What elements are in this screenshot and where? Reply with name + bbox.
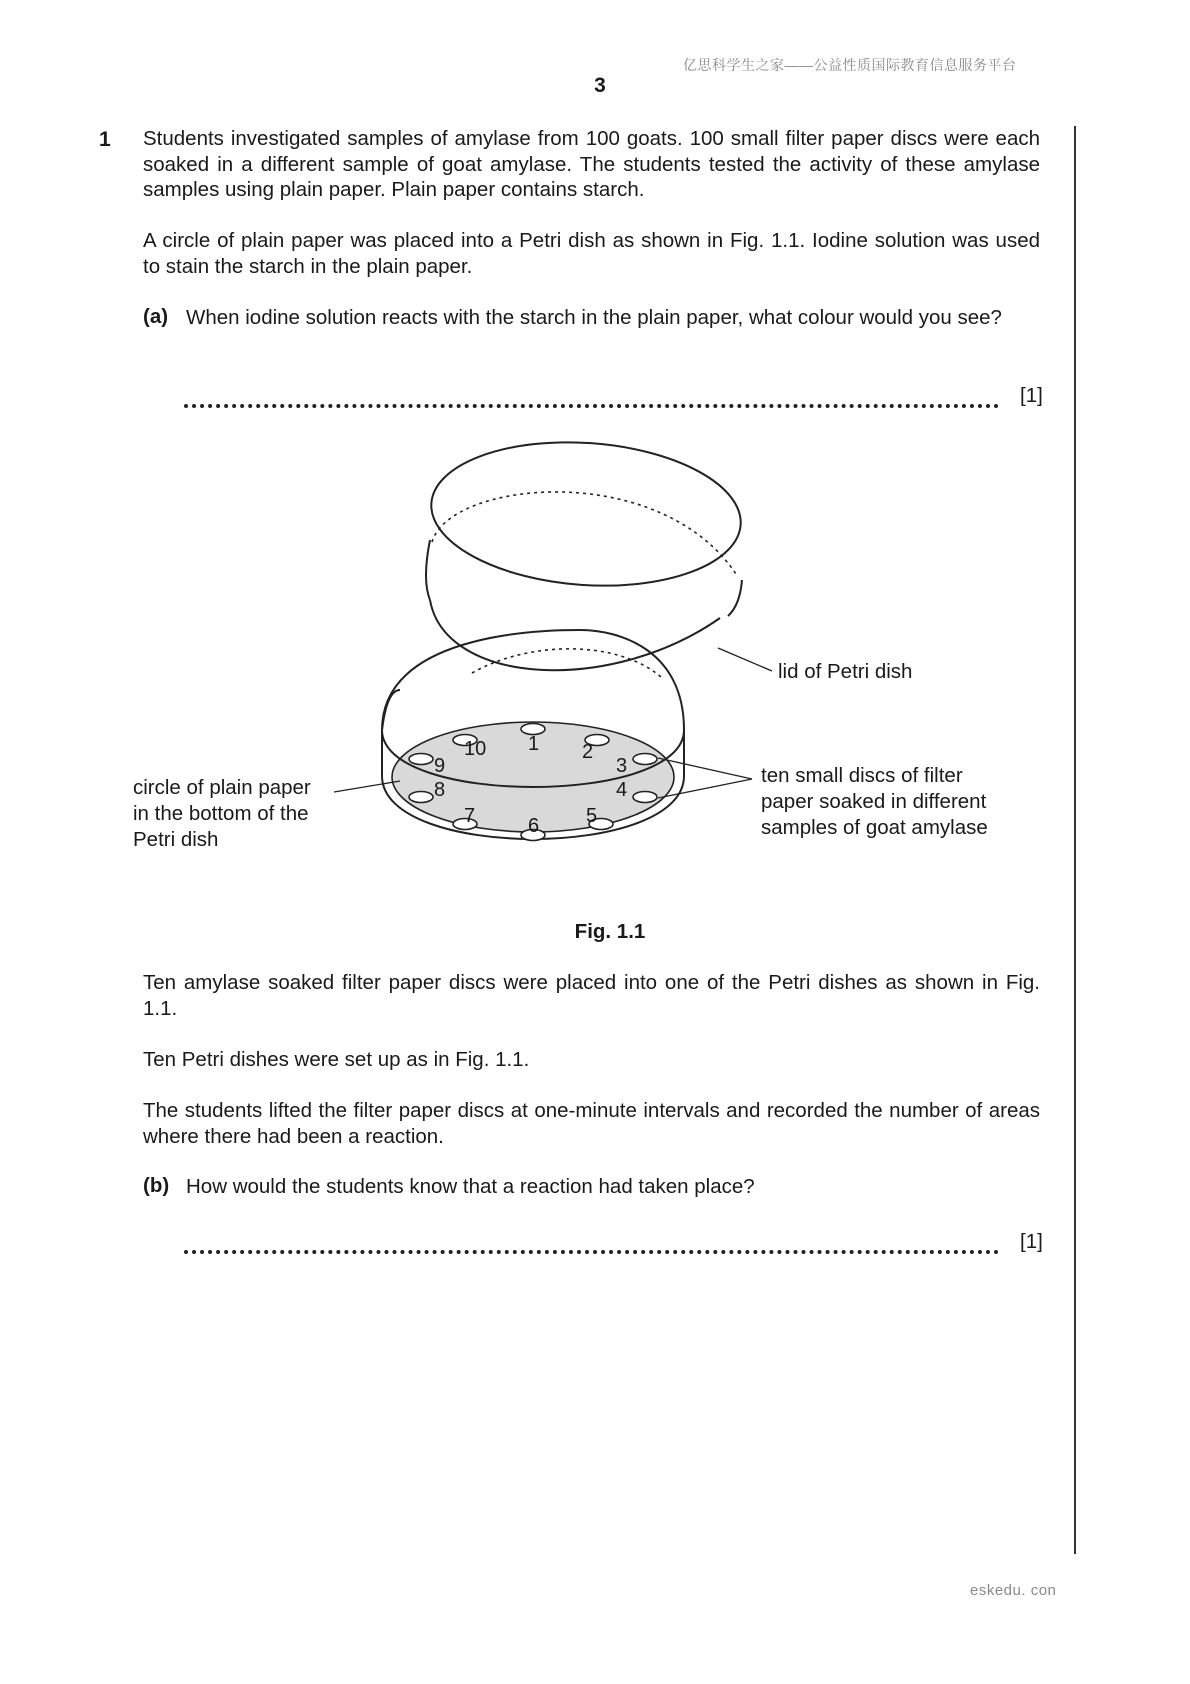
disc-number-6: 6 [528, 815, 540, 837]
disc-4 [633, 792, 657, 803]
disc-number-3: 3 [616, 755, 628, 777]
disc-number-2: 2 [582, 741, 594, 763]
label-discs-line-2: paper soaked in different [761, 790, 987, 813]
part-a-answer-line[interactable] [184, 404, 999, 408]
disc-number-7: 7 [464, 805, 476, 827]
label-paper-line-2: in the bottom of the [133, 802, 309, 825]
question-intro-1: Students investigated samples of amylase from 100 goats. 100 small filter paper discs were each soaked in a different sample of goat amylase. The students tested the activity of these amylase samples using plain paper. Plain paper contains starch. [143, 127, 1040, 201]
part-a-text: When iodine solution reacts with the starch in the plain paper, what colour would you see? [186, 306, 1002, 329]
petri-dish-lid [426, 440, 746, 670]
part-b-answer-line[interactable] [184, 1250, 999, 1254]
question-number: 1 [99, 128, 111, 151]
paragraph-procedure: The students lifted the filter paper discs at one-minute intervals and recorded the number of areas where there had been a reaction. [143, 1099, 1040, 1148]
paragraph-dishes-set-up: Ten Petri dishes were set up as in Fig. 1.1. [143, 1048, 530, 1071]
part-b-label: (b) [143, 1174, 170, 1197]
footer-watermark: eskedu. con [970, 1582, 1057, 1599]
label-paper-line-1: circle of plain paper [133, 776, 311, 799]
disc-9 [409, 754, 433, 765]
part-a-mark: [1] [1020, 384, 1043, 407]
label-discs-line-1: ten small discs of filter [761, 764, 963, 787]
label-discs-line-3: samples of goat amylase [761, 816, 988, 839]
figure-caption: Fig. 1.1 [574, 920, 646, 943]
question-intro-2: A circle of plain paper was placed into a Petri dish as shown in Fig. 1.1. Iodine solution was used to stain the starch in the plain paper. [143, 229, 1040, 278]
part-b-text: How would the students know that a reaction had taken place? [186, 1175, 755, 1198]
disc-number-5: 5 [586, 805, 598, 827]
header-watermark: 亿思科学生之家——公益性质国际教育信息服务平台 [683, 57, 1017, 73]
disc-number-9: 9 [434, 755, 446, 777]
page-number: 3 [594, 74, 606, 97]
part-b-mark: [1] [1020, 1230, 1043, 1253]
disc-8 [409, 792, 433, 803]
disc-number-4: 4 [616, 779, 628, 801]
disc-3 [633, 754, 657, 765]
paragraph-discs-placed: Ten amylase soaked filter paper discs were placed into one of the Petri dishes as shown in Fig. 1.1. [143, 971, 1040, 1020]
disc-number-8: 8 [434, 779, 446, 801]
disc-number-1: 1 [528, 733, 540, 755]
paper-leader-line [334, 781, 400, 792]
label-paper-line-3: Petri dish [133, 828, 219, 851]
disc-number-10: 10 [464, 738, 487, 760]
part-a-label: (a) [143, 305, 169, 328]
lid-leader-line [718, 648, 772, 671]
label-lid: lid of Petri dish [778, 660, 913, 683]
petri-dish-figure [100, 440, 1080, 880]
